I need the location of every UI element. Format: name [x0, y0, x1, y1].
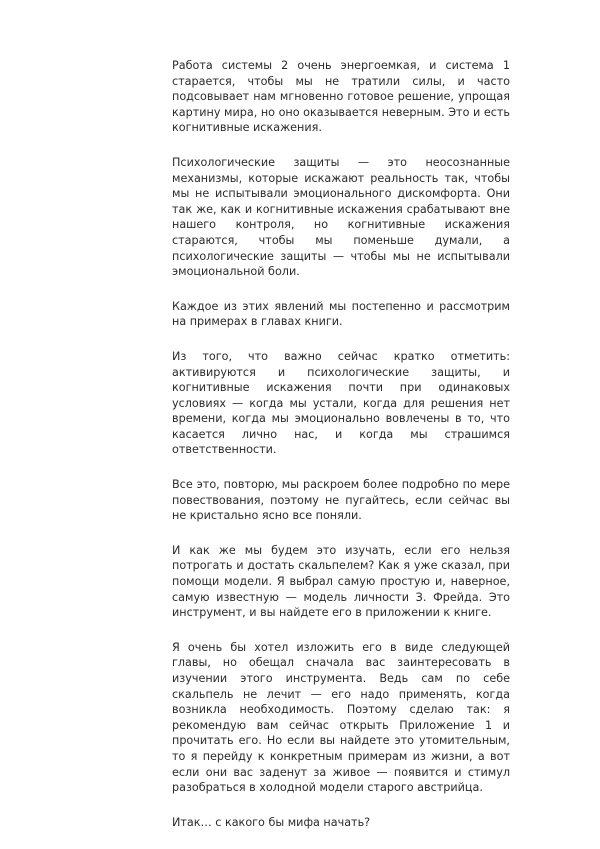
paragraph-1: Работа системы 2 очень энергоемкая, и система 1 старается, чтобы мы не тратили силы, и часто подсовывает нам мгновенно готовое решение, упрощая картину мира, но оно оказывается неверным. Это и есть когнитивные искажения. — [172, 59, 510, 135]
paragraph-8: Итак… с какого бы мифа начать? — [172, 815, 371, 829]
paragraph-7: Я очень бы хотел изложить его в виде следующей главы, но обещал сначала вас заинтересовать в изучении этого инструмента. Ведь сам по себе скальпель не лечит — его надо применять, когда возникла необходимость. Поэтому сделаю так: я рекомендую вам сейчас открыть Приложение 1 и прочитать его. Но если вы найдете это утомительным, то я перейду к конкретным примерам из жизни, а вот если они вас заденут за живое — появится и стимул разобраться в холодной модели старого австрийца. — [172, 640, 510, 795]
body-text — [172, 58, 510, 849]
paragraph-5: Все это, повторю, мы раскроем более подробно по мере повествования, поэтому не пугайтесь, если сейчас вы не кристально ясно все поняли. — [172, 478, 510, 523]
paragraph-6: И как же мы будем это изучать, если его нельзя потрогать и достать скальпелем? Как я уже сказал, при помощи модели. Я выбрал самую простую и, наверное, самую известную — модель личности З. Фрейда. Это инструмент, и вы найдете его в приложении к книге. — [172, 543, 510, 620]
paragraph-2: Психологические защиты — это неосознанные механизмы, которые искажают реальность так, чтобы мы не испытывали эмоционального дискомфорта. Они так же, как и когнитивные искажения срабатывают вне нашего контроля, но когнитивные искажения стараются, чтобы мы поменьше думали, а психологические защиты — чтобы мы не испытывали эмоциональной боли. — [172, 155, 510, 279]
paragraph-3: Каждое из этих явлений мы постепенно и рассмотрим на примерах в главах книги. — [172, 299, 510, 329]
paragraph-4: Из того, что важно сейчас кратко отметить: активируются и психологические защиты, и когнитивные искажения почти при одинаковых условиях — когда мы устали, когда для решения нет времени, когда мы эмоционально вовлечены в то, что касается лично нас, и когда мы страшимся ответственности. — [172, 349, 510, 457]
